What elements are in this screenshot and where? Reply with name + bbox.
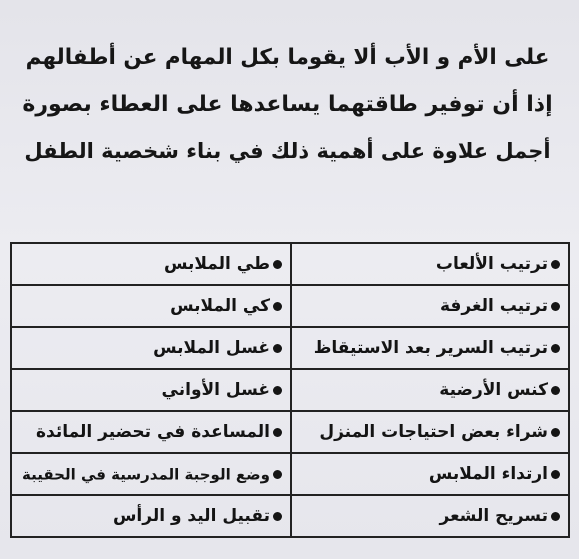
task-label: شراء بعض احتياجات المنزل — [319, 422, 548, 442]
table-cell — [291, 243, 569, 285]
table-row — [11, 285, 569, 327]
bullet-icon — [273, 302, 282, 311]
intro-line: أجمل علاوة على أهمية ذلك في بناء شخصية الطفل — [24, 139, 551, 163]
table-cell — [11, 327, 291, 369]
table-cell — [11, 411, 291, 453]
table-row — [11, 495, 569, 537]
task-label: غسل الملابس — [153, 338, 270, 358]
task-label: تقبيل اليد و الرأس — [112, 506, 270, 526]
bullet-icon — [551, 344, 560, 353]
bullet-icon — [273, 260, 282, 269]
table-row — [11, 453, 569, 495]
table-cell — [11, 453, 291, 495]
table-cell — [11, 369, 291, 411]
table-row — [11, 411, 569, 453]
task-label: كي الملابس — [170, 296, 270, 316]
table-cell — [291, 495, 569, 537]
bullet-icon — [273, 512, 282, 521]
task-label: تسريح الشعر — [439, 506, 548, 526]
table-cell — [291, 453, 569, 495]
task-label: غسل الأواني — [161, 380, 270, 400]
tasks-table — [10, 242, 570, 538]
intro-line: إذا أن توفير طاقتهما يساعدها على العطاء بصورة — [22, 92, 553, 117]
table-row — [11, 243, 569, 285]
intro-text — [20, 34, 555, 175]
task-label: ترتيب الغرفة — [439, 296, 548, 316]
task-label: طي الملابس — [163, 254, 270, 274]
bullet-icon — [551, 428, 560, 437]
bullet-icon — [551, 386, 560, 395]
bullet-icon — [551, 302, 560, 311]
table-cell — [291, 369, 569, 411]
table-row — [11, 369, 569, 411]
bullet-icon — [273, 386, 282, 395]
task-label: ترتيب السرير بعد الاستيقاظ — [313, 338, 548, 358]
task-label: ارتداء الملابس — [428, 464, 548, 484]
table-cell — [291, 411, 569, 453]
task-label: كنس الأرضية — [439, 380, 548, 400]
bullet-icon — [273, 428, 282, 437]
bullet-icon — [273, 344, 282, 353]
task-label: وضع الوجبة المدرسية في الحقيبة — [22, 465, 270, 484]
task-label: المساعدة في تحضير المائدة — [36, 422, 270, 442]
bullet-icon — [551, 470, 560, 479]
bullet-icon — [551, 260, 560, 269]
table-row — [11, 327, 569, 369]
bullet-icon — [551, 512, 560, 521]
table-cell — [291, 327, 569, 369]
bullet-icon — [273, 470, 282, 479]
table-cell — [291, 285, 569, 327]
table-cell — [11, 495, 291, 537]
table-cell — [11, 285, 291, 327]
table-cell — [11, 243, 291, 285]
intro-line: على الأم و الأب ألا يقوما بكل المهام عن أطفالهم — [25, 45, 550, 70]
task-label: ترتيب الألعاب — [435, 254, 548, 274]
